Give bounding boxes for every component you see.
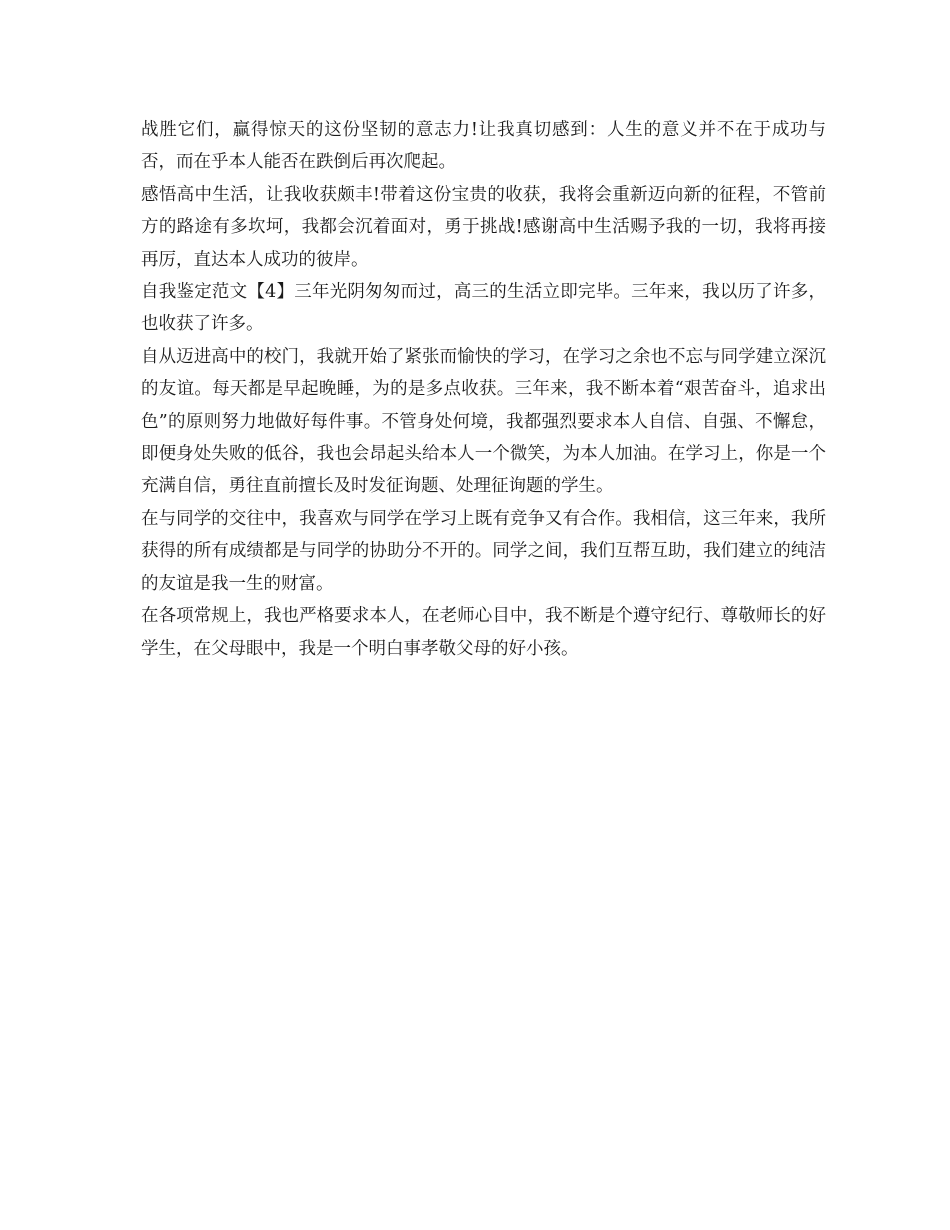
- paragraph-3: 自我鉴定范文【4】三年光阴匆匆而过，高三的生活立即完毕。三年来，我以历了许多，也收获了许多。: [141, 282, 826, 335]
- paragraph-5: 在与同学的交往中，我喜欢与同学在学习上既有竞争又有合作。我相信，这三年来，我所获得的所有成绩都是与同学的协助分不开的。同学之间，我们互帮互助，我们建立的纯洁的友谊是我一生的财富。: [141, 508, 826, 594]
- document-body: [141, 114, 826, 665]
- paragraph-1: 战胜它们，赢得惊天的这份坚韧的意志力!让我真切感到：人生的意义并不在于成功与否，而在乎本人能否在跌倒后再次爬起。: [141, 120, 826, 173]
- paragraph-4: 自从迈进高中的校门，我就开始了紧张而愉快的学习，在学习之余也不忘与同学建立深沉的友谊。每天都是早起晚睡，为的是多点收获。三年来，我不断本着“艰苦奋斗，追求出色”的原则努力地做好每件事。不管身处何境，我都强烈要求本人自信、自强、不懈怠，即便身处失败的低谷，我也会昂起头给本人一个微笑，为本人加油。在学习上，你是一个充满自信，勇往直前擅长及时发征询题、处理征询题的学生。: [141, 346, 826, 497]
- paragraph-6: 在各项常规上，我也严格要求本人，在老师心目中，我不断是个遵守纪行、尊敬师长的好学生，在父母眼中，我是一个明白事孝敬父母的好小孩。: [141, 606, 826, 659]
- paragraph-2: 感悟高中生活，让我收获颇丰!带着这份宝贵的收获，我将会重新迈向新的征程，不管前方的路途有多坎坷，我都会沉着面对，勇于挑战!感谢高中生活赐予我的一切，我将再接再厉，直达本人成功的彼岸。: [141, 184, 826, 270]
